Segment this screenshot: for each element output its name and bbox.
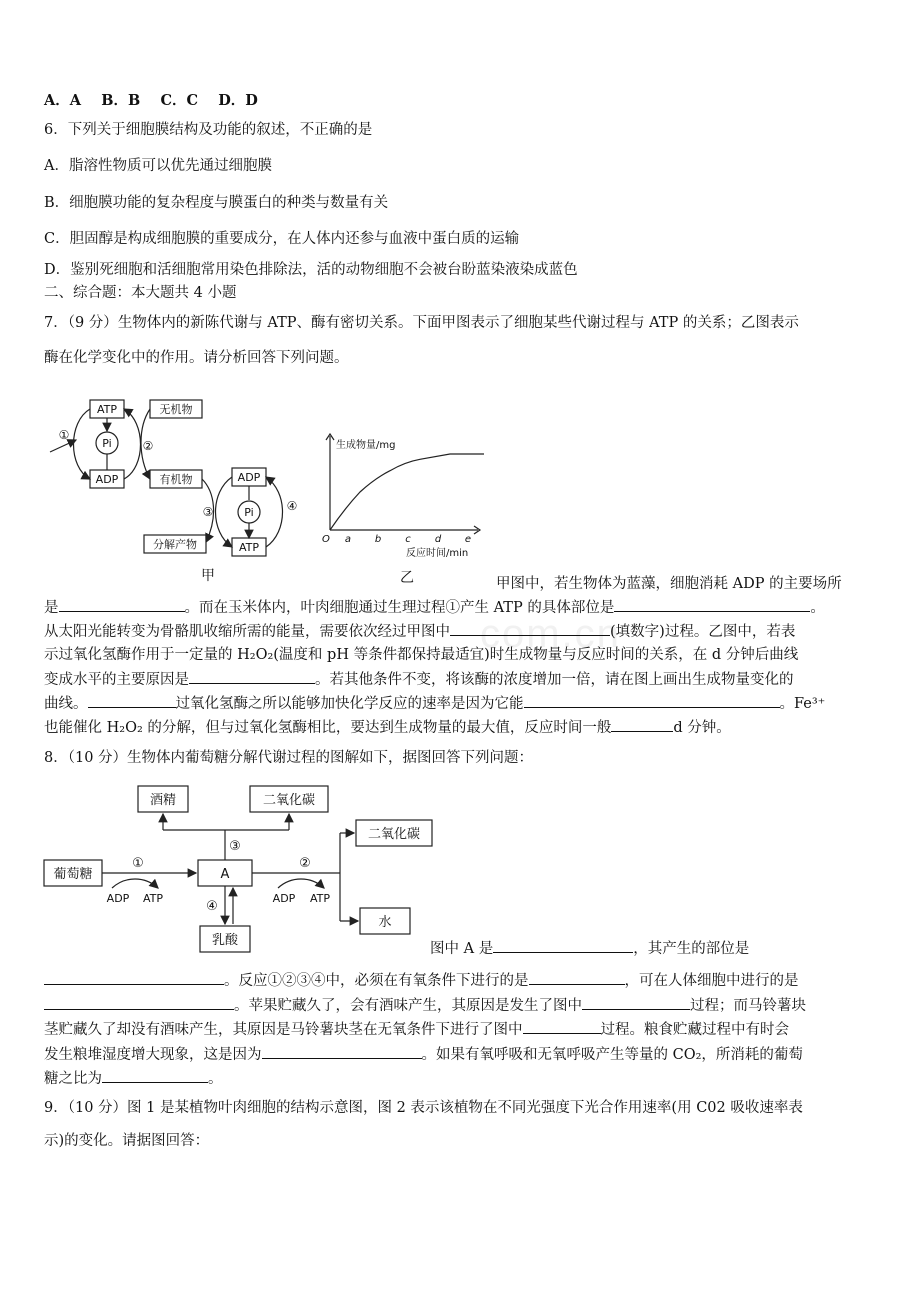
water-label: 水 — [378, 915, 392, 930]
answer-blank-a-site[interactable] — [44, 970, 224, 985]
q8-text-5b: 。如果有氧呼吸和无氧呼吸产生等量的 CO₂，所消耗的葡萄 — [421, 1047, 803, 1063]
atp-label-2: ATP — [238, 541, 260, 554]
q8-text-1a: 图中 A 是 — [430, 941, 494, 957]
q8-text-1b: ，其产生的部位是 — [633, 941, 750, 957]
q7-text-5a: 变成水平的主要原因是 — [44, 672, 189, 688]
reaction-2-label: ② — [299, 856, 311, 871]
q7-text-5b: 。若其他条件不变，将该酶的浓度增加一倍，请在图上画出生成物量变化的 — [315, 672, 794, 688]
answer-blank-process-numbers[interactable] — [450, 621, 610, 636]
q7-text-4: 示过氧化氢酶作用于一定量的 H₂O₂(温度和 pH 等条件都保持最适宜)时生成物量与反应时间的关系，在 d 分钟后曲线 — [44, 647, 799, 663]
answer-blank-curve[interactable] — [88, 693, 176, 708]
q8-text-3b: 过程；而马铃薯块 — [690, 998, 806, 1014]
q7-text-1: 甲图中，若生物体为蓝藻，细胞消耗 ADP 的主要场所 — [496, 576, 842, 592]
tick-e: e — [464, 534, 472, 545]
glucose-label: 葡萄糖 — [53, 867, 93, 882]
answer-blank-glucose-ratio[interactable] — [102, 1068, 208, 1083]
q6-option-d: D．鉴别死细胞和活细胞常用染色排除法，活的动物细胞不会被台盼蓝染液染成蓝色 — [44, 262, 578, 278]
pi-label-2: Pi — [244, 506, 254, 519]
q7-stem-line1 — [44, 313, 799, 333]
q7-text-2b: 。而在玉米体内，叶肉细胞通过生理过程①产生 ATP 的具体部位是 — [184, 600, 615, 616]
q8-text-6a: 糖之比为 — [44, 1071, 102, 1087]
adp-label-1: ADP — [106, 892, 130, 905]
figure-glucose-metabolism — [40, 780, 440, 960]
answer-blank-human-reactions[interactable] — [44, 995, 234, 1010]
q8-stem — [44, 748, 533, 768]
tick-c: c — [405, 534, 411, 545]
q7-text-3b: (填数字)过程。乙图中，若表 — [610, 624, 796, 640]
y-axis-label: 生成物量/mg — [336, 440, 396, 451]
tick-b: b — [374, 534, 382, 545]
tick-d: d — [434, 534, 442, 545]
answer-blank-enzyme-mechanism[interactable] — [524, 693, 780, 708]
q7-text-6b: 过氧化氢酶之所以能够加快化学反应的速率是因为它能 — [175, 696, 524, 712]
q7-text-6 — [44, 693, 825, 714]
q9-stem-text: 图 1 是某植物叶肉细胞的结构示意图，图 2 表示该植物在不同光强度下光合作用速率(用 C02 吸收速率表 — [127, 1100, 803, 1116]
answer-blank-reaction-time[interactable] — [611, 717, 673, 732]
a-label: A — [220, 867, 230, 882]
q8-text-6b: 。 — [208, 1071, 223, 1087]
step-1-label: ① — [58, 428, 70, 442]
figure-yi-caption: 乙 — [400, 570, 414, 586]
q8-text-2a: 。反应①②③④中，必须在有氧条件下进行的是 — [224, 973, 529, 989]
choice-b: B．B — [101, 92, 141, 109]
q7-text-3a: 从太阳光能转变为骨骼肌收缩所需的能量，需要依次经过甲图中 — [44, 624, 450, 640]
q9-stem-line2: 示)的变化。请据图回答： — [44, 1133, 210, 1149]
answer-blank-aerobic-reactions[interactable] — [529, 970, 625, 985]
lactic-label: 乳酸 — [211, 933, 239, 948]
choice-d: D．D — [218, 92, 258, 109]
q7-number: 7．（9 分） — [44, 315, 118, 331]
co2-top-label: 二氧化碳 — [262, 793, 316, 808]
q8-text-4b: 过程。粮食贮藏过程中有时会 — [600, 1022, 789, 1038]
figure-jia-caption: 甲 — [201, 568, 215, 584]
q7-text-6a: 曲线。 — [44, 696, 88, 712]
q8-number: 8．（10 分） — [44, 750, 128, 766]
q8-stem-text: 生物体内葡萄糖分解代谢过程的图解如下，据图回答下列问题： — [127, 750, 534, 766]
products-label: 分解产物 — [153, 538, 197, 551]
q8-text-4 — [44, 1019, 789, 1040]
q7-text-7a: 也能催化 H₂O₂ 的分解，但与过氧化氢酶相比，要达到生成物量的最大值，反应时间一般 — [44, 720, 612, 736]
figure-yi — [318, 430, 493, 590]
q5-choices — [44, 91, 258, 111]
answer-blank-horizontal-reason[interactable] — [189, 669, 315, 684]
q8-text-3a: 。苹果贮藏久了，会有酒味产生，其原因是发生了图中 — [234, 998, 582, 1014]
q7-text-5 — [44, 669, 794, 690]
reaction-4-label: ④ — [206, 899, 218, 914]
q6-stem: 6．下列关于细胞膜结构及功能的叙述，不正确的是 — [44, 122, 373, 138]
co2-right-label: 二氧化碳 — [367, 827, 421, 842]
alcohol-label: 酒精 — [149, 793, 177, 808]
q7-text-3 — [44, 621, 795, 642]
q6-option-a: A．脂溶性物质可以优先通过细胞膜 — [44, 158, 272, 174]
q9-number: 9．（10 分） — [44, 1100, 128, 1116]
q7-text-2a: 是 — [44, 600, 59, 616]
q6-option-b: B．细胞膜功能的复杂程度与膜蛋白的种类与数量有关 — [44, 195, 389, 211]
q7-text-6c: 。Fe³⁺ — [779, 696, 826, 712]
section-title: 二、综合题：本大题共 4 小题 — [44, 285, 237, 301]
product-curve — [330, 454, 484, 530]
pi-label-1: Pi — [102, 437, 112, 450]
step-4-label: ④ — [286, 499, 298, 513]
reaction-1-label: ① — [132, 856, 144, 871]
choice-a: A．A — [44, 92, 82, 109]
atp-label-1: ATP — [142, 892, 164, 905]
adp-label-2: ADP — [272, 892, 296, 905]
q8-text-3 — [44, 995, 806, 1016]
origin-label: O — [322, 534, 330, 545]
atp-label-2: ATP — [309, 892, 331, 905]
q7-text-7 — [44, 717, 731, 738]
adp-label-1: ADP — [95, 473, 119, 486]
q7-stem-line2: 酶在化学变化中的作用。请分析回答下列问题。 — [44, 350, 349, 366]
q8-text-5 — [44, 1044, 803, 1065]
reaction-3-label: ③ — [229, 839, 241, 854]
q8-text-1 — [430, 938, 749, 959]
answer-blank-apple-process[interactable] — [582, 995, 690, 1010]
answer-blank-a[interactable] — [493, 938, 633, 953]
watermark: com.cn — [480, 612, 621, 656]
q6-option-c: C．胆固醇是构成细胞膜的重要成分，在人体内还参与血液中蛋白质的运输 — [44, 231, 520, 247]
answer-blank-potato-process[interactable] — [523, 1019, 601, 1034]
q8-text-5a: 发生粮堆湿度增大现象，这是因为 — [44, 1047, 262, 1063]
atp-label-1: ATP — [96, 403, 118, 416]
organic-label: 有机物 — [159, 473, 193, 486]
answer-blank-adp-site[interactable] — [59, 597, 185, 612]
q7-text-2 — [44, 597, 825, 618]
q8-text-6 — [44, 1068, 223, 1089]
answer-blank-process1-site[interactable] — [614, 597, 810, 612]
x-axis-label: 反应时间/min — [406, 548, 469, 559]
choice-c: C．C — [160, 92, 199, 109]
figure-jia — [40, 392, 310, 592]
adp-label-2: ADP — [237, 471, 261, 484]
q8-text-2b: ，可在人体细胞中进行的是 — [624, 973, 799, 989]
tick-a: a — [344, 534, 352, 545]
q7-text-7b: d 分钟。 — [673, 720, 731, 736]
answer-blank-humidity-reason[interactable] — [262, 1044, 422, 1059]
step-2-label: ② — [142, 439, 154, 453]
inorganic-label: 无机物 — [159, 403, 193, 416]
q8-text-4a: 茎贮藏久了却没有酒味产生，其原因是马铃薯块茎在无氧条件下进行了图中 — [44, 1022, 523, 1038]
q8-text-2 — [44, 970, 799, 991]
q9-stem-line1 — [44, 1098, 803, 1118]
q7-text-2c: 。 — [810, 600, 825, 616]
q7-stem-text: 生物体内的新陈代谢与 ATP、酶有密切关系。下面甲图表示了细胞某些代谢过程与 ATP 的关系；乙图表示 — [117, 315, 799, 331]
step-3-label: ③ — [202, 505, 214, 519]
